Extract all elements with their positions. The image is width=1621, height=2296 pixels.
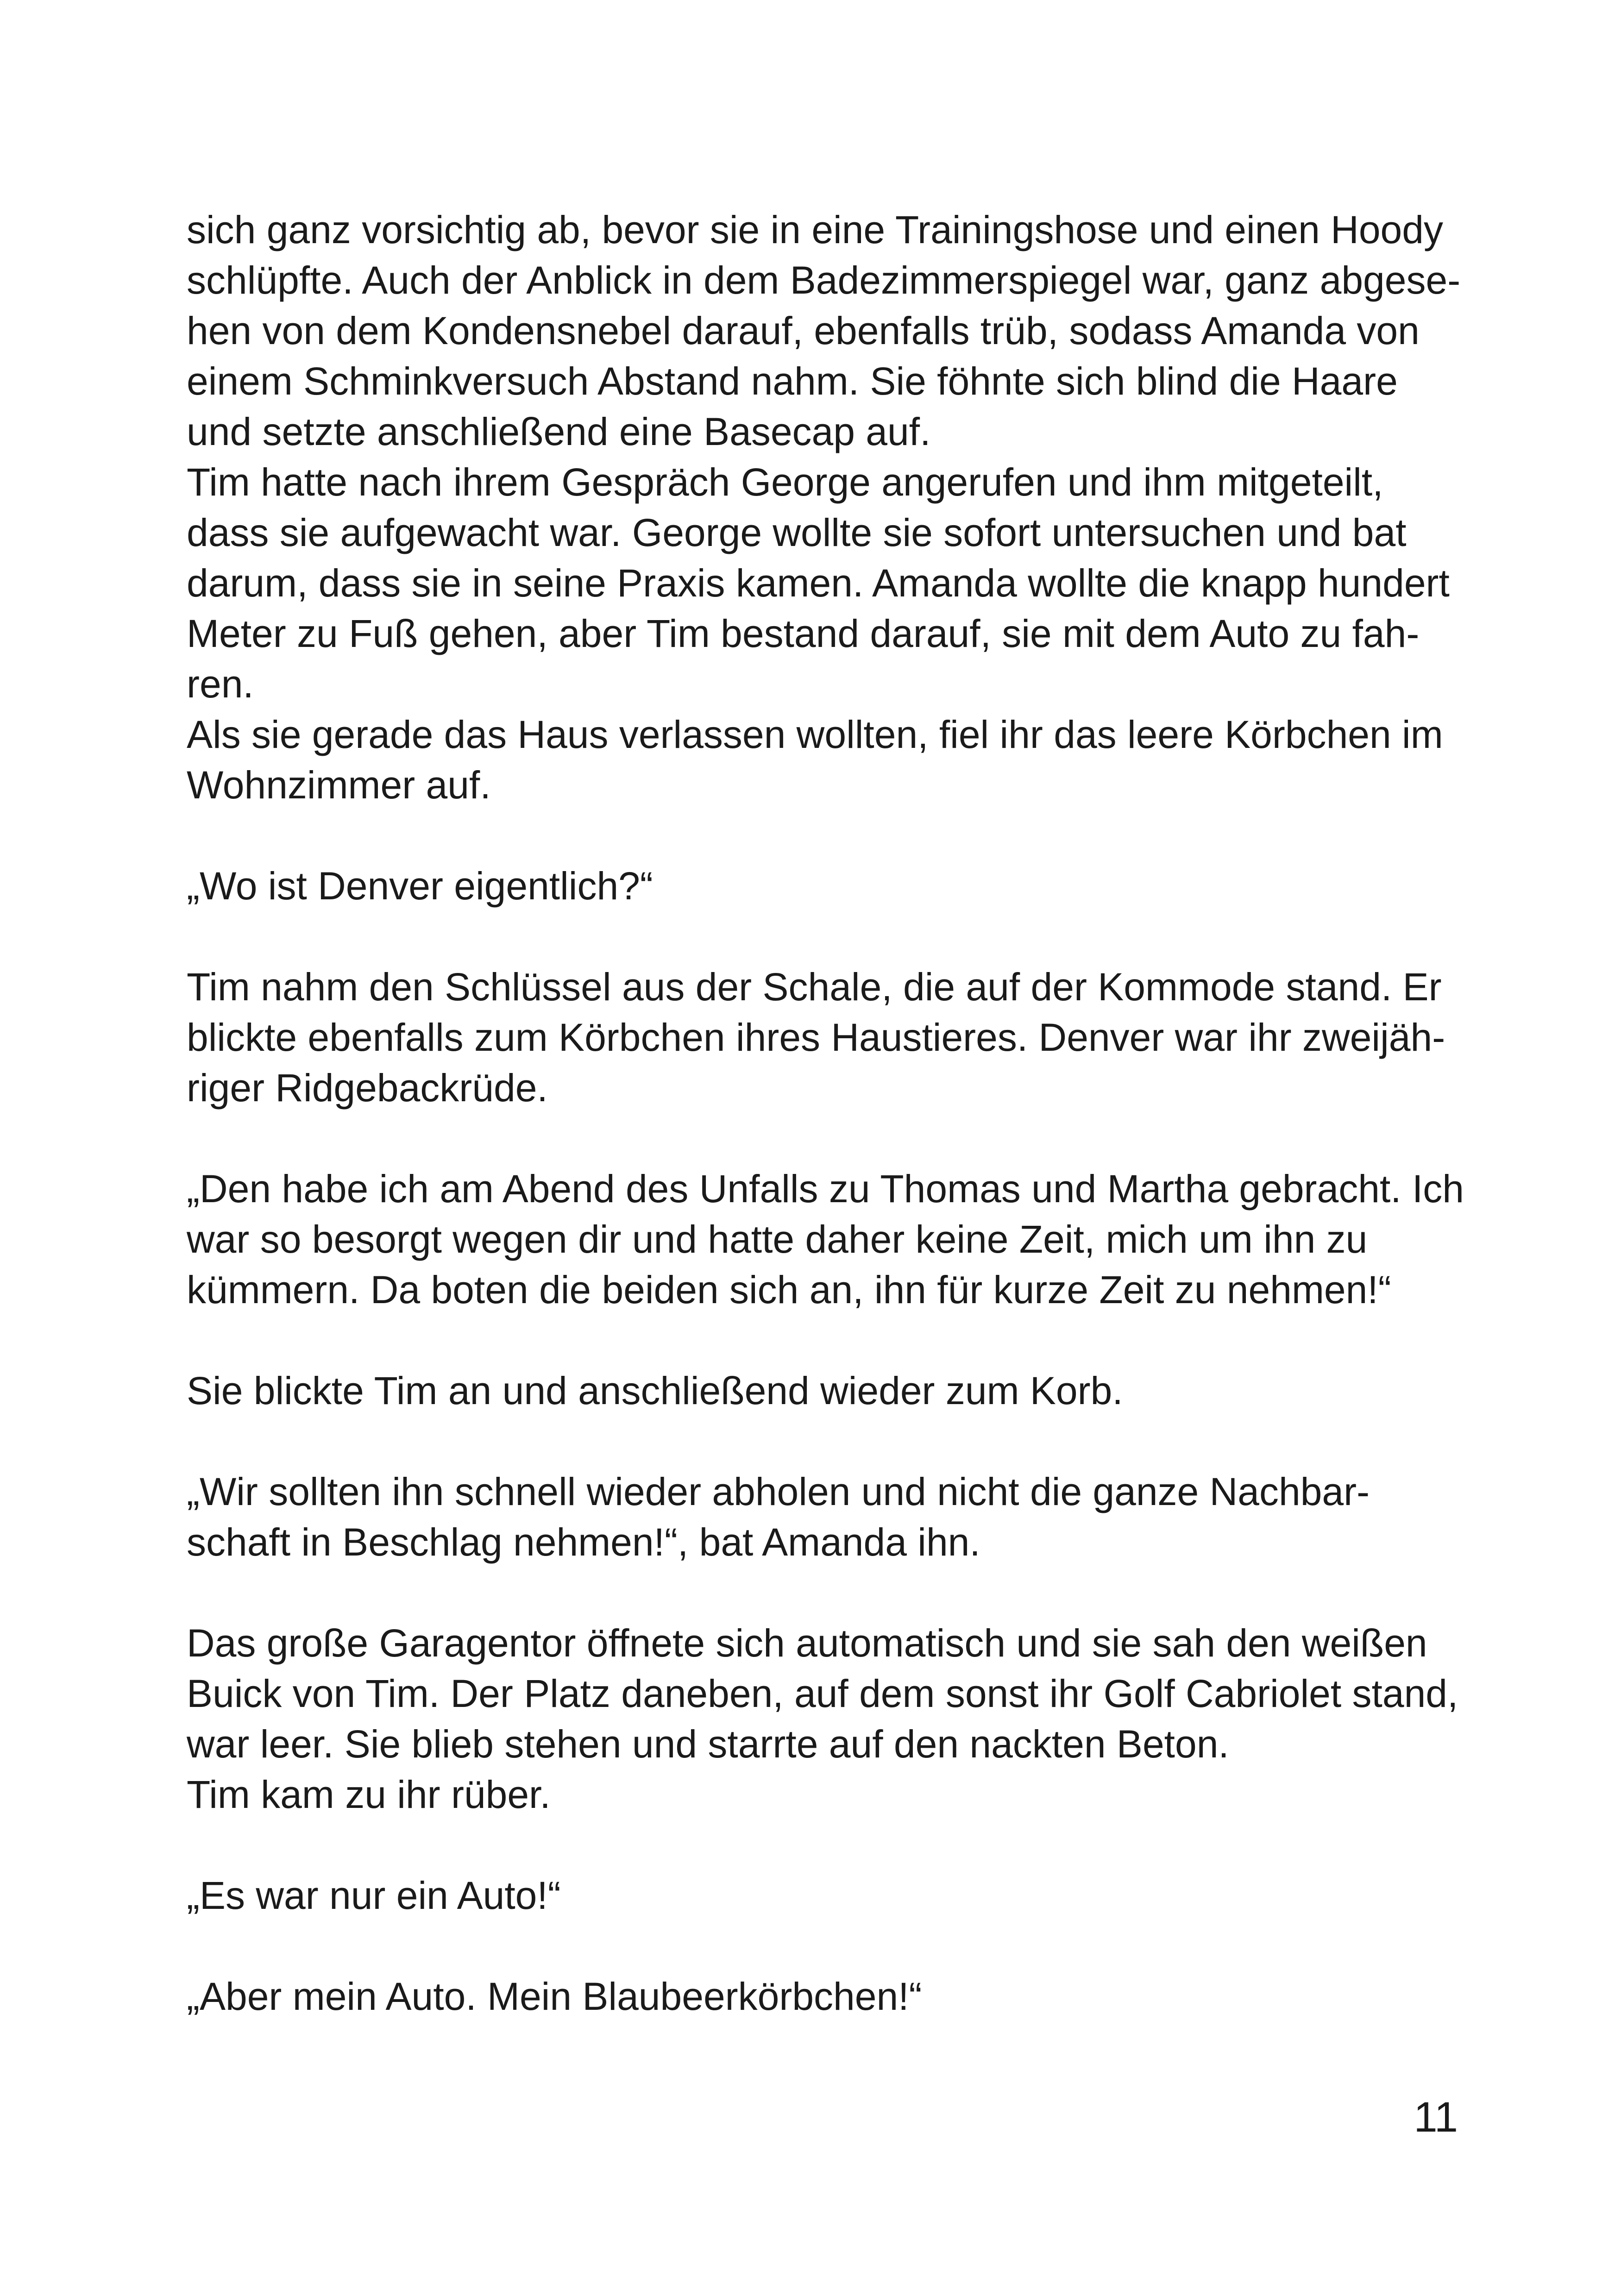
text-line: „Wo ist Denver eigentlich?“ xyxy=(187,864,653,908)
text-line: Als sie gerade das Haus verlassen wollten, fiel ihr das leere Körbchen im xyxy=(187,713,1443,756)
text-line: Meter zu Fuß gehen, aber Tim bestand darauf, sie mit dem Auto zu fah- xyxy=(187,612,1420,655)
text-line: Tim nahm den Schlüssel aus der Schale, die auf der Kommode stand. Er xyxy=(187,965,1442,1009)
paragraph-gap xyxy=(187,810,1465,861)
text-line: riger Ridgebackrüde. xyxy=(187,1066,548,1110)
text-line: und setzte anschließend eine Basecap auf. xyxy=(187,410,931,453)
text-line: ren. xyxy=(187,662,254,706)
text-line: sich ganz vorsichtig ab, bevor sie in eine Trainingshose und einen Hoody xyxy=(187,208,1443,251)
text-line: hen von dem Kondensnebel darauf, ebenfalls trüb, sodass Amanda von xyxy=(187,309,1420,352)
text-line: Das große Garagentor öffnete sich automatisch und sie sah den weißen xyxy=(187,1621,1427,1665)
paragraph-gap xyxy=(187,1113,1465,1164)
page-number: 11 xyxy=(1414,2094,1458,2141)
text-line: Buick von Tim. Der Platz daneben, auf dem sonst ihr Golf Cabriolet stand, xyxy=(187,1672,1458,1715)
text-line: schlüpfte. Auch der Anblick in dem Badezimmerspiegel war, ganz abgese- xyxy=(187,258,1461,302)
text-line: „Wir sollten ihn schnell wieder abholen und nicht die ganze Nachbar- xyxy=(187,1470,1370,1513)
paragraph-gap xyxy=(187,1416,1465,1467)
paragraph-gap xyxy=(187,1921,1465,1971)
text-line: blickte ebenfalls zum Körbchen ihres Haustieres. Denver war ihr zweijäh- xyxy=(187,1016,1445,1059)
text-line: Sie blickte Tim an und anschließend wieder zum Korb. xyxy=(187,1369,1123,1412)
text-line: „Es war nur ein Auto!“ xyxy=(187,1874,561,1917)
text-line: war so besorgt wegen dir und hatte daher keine Zeit, mich um ihn zu xyxy=(187,1217,1368,1261)
text-line: dass sie aufgewacht war. George wollte sie sofort untersuchen und bat xyxy=(187,511,1407,554)
paragraph-gap xyxy=(187,1315,1465,1366)
text-line: Tim hatte nach ihrem Gespräch George angerufen und ihm mitgeteilt, xyxy=(187,460,1383,504)
text-line: kümmern. Da boten die beiden sich an, ihn für kurze Zeit zu nehmen!“ xyxy=(187,1268,1391,1311)
paragraph-gap xyxy=(187,1820,1465,1870)
text-line: Wohnzimmer auf. xyxy=(187,763,491,807)
text-line: Tim kam zu ihr rüber. xyxy=(187,1773,551,1816)
text-line: schaft in Beschlag nehmen!“, bat Amanda ihn. xyxy=(187,1520,980,1564)
body-text xyxy=(187,205,1465,2022)
paragraph-gap xyxy=(187,911,1465,962)
text-line: „Den habe ich am Abend des Unfalls zu Thomas und Martha gebracht. Ich xyxy=(187,1167,1464,1211)
text-line: einem Schminkversuch Abstand nahm. Sie föhnte sich blind die Haare xyxy=(187,359,1398,403)
paragraph-gap xyxy=(187,1568,1465,1618)
text-line: darum, dass sie in seine Praxis kamen. Amanda wollte die knapp hundert xyxy=(187,561,1450,605)
text-line: „Aber mein Auto. Mein Blaubeerkörbchen!“ xyxy=(187,1975,922,2018)
text-line: war leer. Sie blieb stehen und starrte auf den nackten Beton. xyxy=(187,1722,1229,1766)
